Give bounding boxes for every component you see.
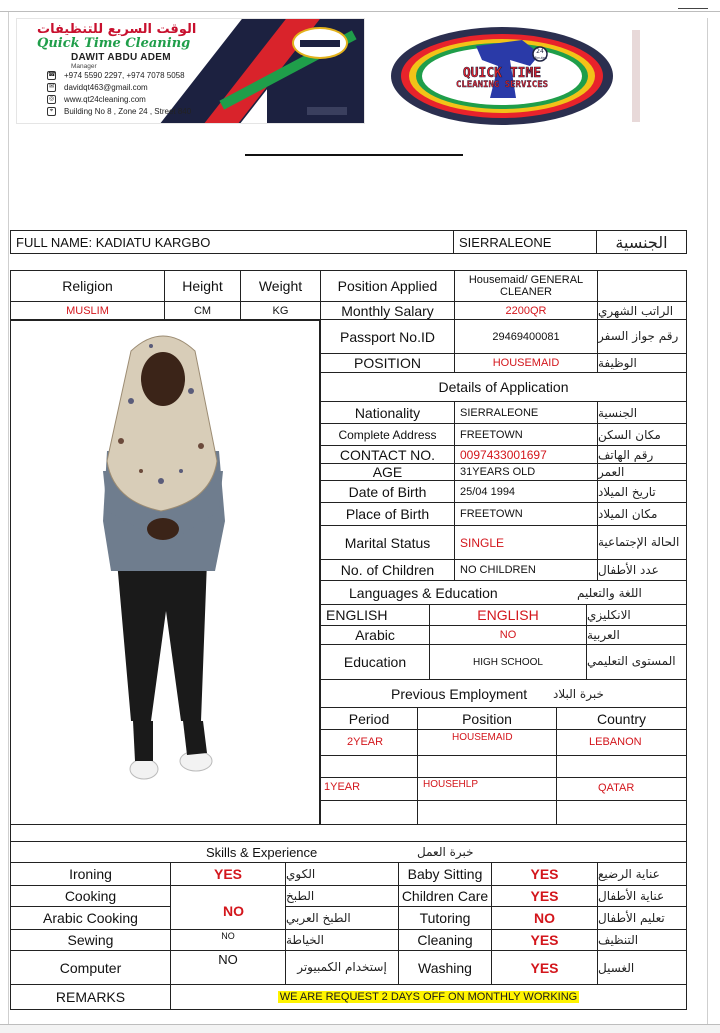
- employment-cell: [556, 777, 687, 801]
- card-english-name: Quick Time Cleaning: [37, 36, 191, 51]
- position-applied-blank: [597, 270, 687, 302]
- skills-title-ar: خبرة العمل: [417, 845, 474, 859]
- detail-value: FREETOWN: [454, 423, 598, 446]
- skills-header: [10, 841, 687, 863]
- language-ar: العربية: [586, 625, 687, 645]
- full-name: FULL NAME: KADIATU KARGBO: [10, 230, 454, 254]
- detail-ar: مكان السكن: [597, 423, 687, 446]
- skill-label: Tutoring: [398, 906, 492, 930]
- skill-label: Sewing: [10, 929, 171, 951]
- remarks-label: REMARKS: [10, 984, 171, 1010]
- employment-title: Previous Employment: [391, 685, 528, 702]
- employment-position: HOUSEHLP: [423, 779, 479, 790]
- card-phone-row: [47, 71, 185, 80]
- company-logo: [390, 26, 615, 126]
- skill-label: Baby Sitting: [398, 862, 492, 886]
- skills-title: Skills & Experience: [206, 844, 318, 860]
- header-nationality-ar: الجنسية: [596, 230, 687, 254]
- employment-blank: [417, 800, 557, 825]
- passport-ar: رقم جواز السفر: [597, 319, 687, 354]
- candidate-photo-figure: [11, 321, 319, 824]
- employment-cell: [417, 729, 557, 756]
- religion-value: MUSLIM: [10, 301, 165, 320]
- salary-label: Monthly Salary: [320, 301, 455, 320]
- position-applied-value: Housemaid/ GENERAL CLEANER: [454, 270, 598, 302]
- position-applied-label: Position Applied: [320, 270, 455, 302]
- height-label: Height: [164, 270, 241, 302]
- employment-header: [320, 679, 687, 708]
- skill-ar: الخياطة: [285, 929, 399, 951]
- skill-value: NO: [491, 906, 598, 930]
- detail-value: SINGLE: [454, 525, 598, 560]
- detail-value: SIERRALEONE: [454, 401, 598, 424]
- skill-label: Ironing: [10, 862, 171, 886]
- remarks-value: WE ARE REQUEST 2 DAYS OFF ON MONTHLY WORKING: [279, 991, 578, 1003]
- skill-label: Cleaning: [398, 929, 492, 951]
- employment-col-country: Country: [556, 707, 687, 730]
- detail-ar: الحالة الإجتماعية: [597, 525, 687, 560]
- skill-value: YES: [491, 862, 598, 886]
- employment-blank: [320, 800, 418, 825]
- salary-value: 2200QR: [454, 301, 598, 320]
- card-phone: +974 5590 2297, +974 7078 5058: [64, 71, 185, 80]
- employment-position: HOUSEMAID: [452, 732, 513, 743]
- skill-label: Children Care: [398, 885, 492, 907]
- skill-value: YES: [491, 929, 598, 951]
- languages-header: [320, 580, 687, 605]
- skill-value: NO: [170, 950, 286, 985]
- mail-icon: ✉: [48, 84, 55, 90]
- skill-ar: الغسيل: [597, 950, 687, 985]
- employment-cell: [417, 777, 557, 801]
- card-address: Building No 8 , Zone 24 , Street 840: [64, 107, 192, 116]
- detail-value: NO CHILDREN: [454, 559, 598, 581]
- card-web-row: [47, 95, 146, 104]
- skill-ar: عناية الرضيع: [597, 862, 687, 886]
- employment-blank: [556, 800, 687, 825]
- phone-icon: ☎: [48, 72, 56, 78]
- skill-value: NO: [170, 929, 286, 951]
- height-value: CM: [164, 301, 241, 320]
- spacer-row: [10, 824, 687, 842]
- detail-label: Date of Birth: [320, 480, 455, 503]
- logo-line1: QUICK TIME: [462, 66, 542, 81]
- employment-title-ar: خبرة البلاد: [553, 686, 604, 701]
- employment-cell: [556, 729, 687, 756]
- language-ar: الانكليزي: [586, 604, 687, 626]
- detail-ar: الجنسية: [597, 401, 687, 424]
- employment-col-position: Position: [417, 707, 557, 730]
- globe-icon: ◎: [48, 96, 55, 102]
- title-underline: [245, 154, 463, 156]
- detail-ar: تاريخ الميلاد: [597, 480, 687, 503]
- skill-ar: الطبخ العربي: [285, 906, 399, 930]
- skill-value: YES: [170, 862, 286, 886]
- language-label: Arabic: [320, 625, 430, 645]
- logo-badge-number: 24: [536, 48, 544, 55]
- detail-ar: رقم الهاتف: [597, 445, 687, 464]
- detail-value: FREETOWN: [454, 502, 598, 526]
- employment-blank: [320, 755, 418, 778]
- page-bottom-edge: [0, 1024, 720, 1033]
- skill-value-merged: [170, 885, 286, 930]
- logo-badge-text: Minutes: [533, 56, 547, 60]
- skill-ar: الكوي: [285, 862, 399, 886]
- education-ar: المستوى التعليمي: [586, 644, 687, 680]
- details-title: Details of Application: [320, 372, 687, 402]
- language-value: NO: [429, 625, 587, 645]
- position-label: POSITION: [320, 353, 455, 373]
- card-email-row: [47, 83, 148, 92]
- passport-label: Passport No.ID: [320, 319, 455, 354]
- employment-cell: [320, 729, 418, 756]
- language-label: ENGLISH: [320, 604, 430, 626]
- location-pin-icon: ⌖: [47, 107, 56, 116]
- passport-value: 29469400081: [454, 319, 598, 354]
- detail-value: 31YEARS OLD: [454, 463, 598, 481]
- logo-side-bar: [632, 30, 640, 122]
- card-person-name: DAWIT ABDU ADEM: [71, 52, 171, 63]
- languages-title: Languages & Education: [349, 584, 498, 601]
- logo-line2: CLEANING SERVICES: [455, 80, 549, 90]
- page-margin-right: [707, 18, 708, 1028]
- header-nationality-value: SIERRALEONE: [453, 230, 597, 254]
- skill-ar: الطبخ: [285, 885, 399, 907]
- page-top-edge: [0, 0, 720, 12]
- languages-title-ar: اللغة والتعليم: [577, 585, 642, 600]
- weight-label: Weight: [240, 270, 321, 302]
- detail-label: Nationality: [320, 401, 455, 424]
- detail-label: CONTACT NO.: [320, 445, 455, 464]
- weight-value: KG: [240, 301, 321, 320]
- education-label: Education: [320, 644, 430, 680]
- page-margin-left: [8, 12, 9, 1027]
- skill-label: Arabic Cooking: [10, 906, 171, 930]
- employment-country: QATAR: [598, 782, 635, 794]
- skill-value: NO: [223, 903, 244, 919]
- card-mini-logo: [307, 107, 347, 115]
- salary-ar: الراتب الشهري: [597, 301, 687, 320]
- skill-value: YES: [491, 885, 598, 907]
- skill-ar: تعليم الأطفال: [597, 906, 687, 930]
- detail-ar: عدد الأطفال: [597, 559, 687, 581]
- employment-country: LEBANON: [589, 736, 642, 748]
- skill-value: YES: [491, 950, 598, 985]
- position-ar: الوظيفة: [597, 353, 687, 373]
- skill-label: Cooking: [10, 885, 171, 907]
- card-email: davidqt463@gmail.com: [64, 83, 148, 92]
- card-address-row: [47, 107, 191, 116]
- card-badge-logo: [292, 27, 348, 59]
- business-card: [16, 18, 365, 124]
- candidate-photo: [10, 320, 320, 825]
- language-value: ENGLISH: [429, 604, 587, 626]
- detail-ar: مكان الميلاد: [597, 502, 687, 526]
- card-website: www.qt24cleaning.com: [64, 95, 146, 104]
- religion-label: Religion: [10, 270, 165, 302]
- remarks-cell: [170, 984, 687, 1010]
- employment-cell: [320, 777, 418, 801]
- detail-value: 25/04 1994: [454, 480, 598, 503]
- detail-value: 0097433001697: [454, 445, 598, 464]
- card-arabic-name: الوقت السريع للتنظيفات: [37, 22, 197, 37]
- employment-blank: [417, 755, 557, 778]
- education-value: HIGH SCHOOL: [429, 644, 587, 680]
- detail-label: No. of Children: [320, 559, 455, 581]
- skill-label: Computer: [10, 950, 171, 985]
- skill-ar: عناية الأطفال: [597, 885, 687, 907]
- employment-blank: [556, 755, 687, 778]
- skill-label: Washing: [398, 950, 492, 985]
- card-person-role: Manager: [71, 63, 97, 70]
- detail-label: Place of Birth: [320, 502, 455, 526]
- skill-ar: إستخدام الكمبيوتر: [285, 950, 399, 985]
- detail-label: Marital Status: [320, 525, 455, 560]
- employment-col-period: Period: [320, 707, 418, 730]
- detail-ar: العمر: [597, 463, 687, 481]
- employment-period: 1YEAR: [324, 781, 361, 793]
- employment-period: 2YEAR: [347, 736, 384, 748]
- detail-label: AGE: [320, 463, 455, 481]
- detail-label: Complete Address: [320, 423, 455, 446]
- skill-ar: التنظيف: [597, 929, 687, 951]
- position-value: HOUSEMAID: [454, 353, 598, 373]
- page-corner-mark: [678, 8, 708, 18]
